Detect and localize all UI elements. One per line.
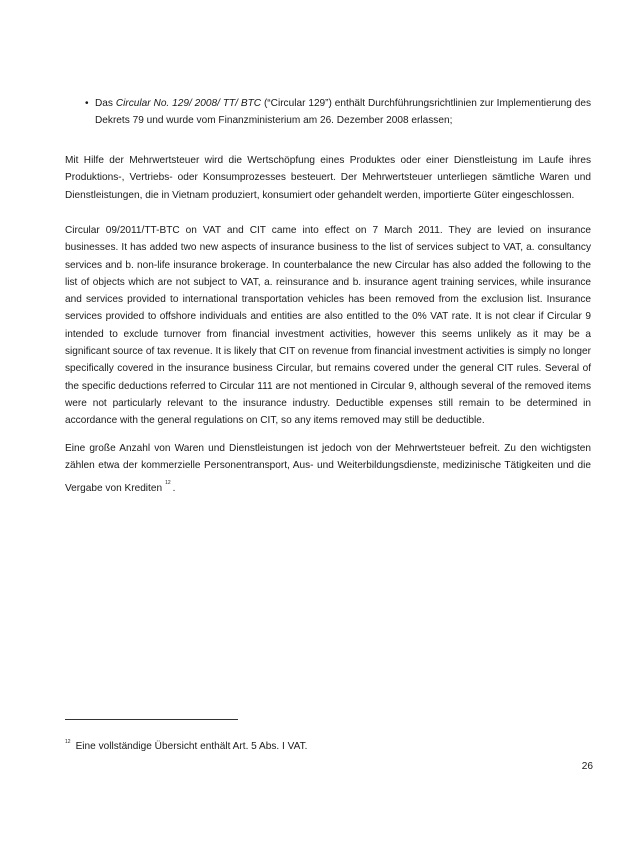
bullet-item-circular-129: [85, 95, 591, 130]
exemptions-text: Eine große Anzahl von Waren und Dienstleistungen ist jedoch von der Mehrwertsteuer befreit. Zu den wichtigsten zählen etwa der kommerzielle Personentransport, Aus- und Weiterbildungsdienste, medizinische Tätigkeiten und die Vergabe von Krediten: [65, 443, 591, 494]
paragraph-circular-09: Circular 09/2011/TT-BTC on VAT and CIT came into effect on 7 March 2011. They are levied on insurance businesses. It has added two new aspects of insurance business to the list of services subject to VAT, a. consultancy services and b. non-life insurance brokerage. In counterbalance the new Circular has also added the following to the list of objects which are not subject to VAT, a. reinsurance and b. insurance agent training services, while insurance and services provided to international transportation vehicles has been removed from the exclusion list. Insurance services provided to offshore individuals and entities are also entitled to the 0% VAT rate. It is not clear if Circular 9 intended to exclude turnover from financial investment activities, however this seems unlikely as it may be a significant source of tax revenue. It is likely that CIT on revenue from financial investment activities is simply no longer specifically covered in the insurance business Circular, but remains covered under the general CIT rules. Several of the specific deductions referred to Circular 111 are not mentioned in Circular 9, although several of the removed items were not particularly relevant to the insurance industry. Deductible expenses still remain to be determined in accordance with the general regulations on CIT, so any items removed may still be deductible.: [65, 225, 591, 427]
paragraph-vat-intro: Mit Hilfe der Mehrwertsteuer wird die Wertschöpfung eines Produktes oder einer Dienstleistung im Laufe ihres Produktions-, Vertriebs- oder Konsumprozesses besteuert. Der Mehrwertsteuer unterliegen sämtliche Waren und Dienstleistungen, die in Vietnam produziert, konsumiert oder gehandelt werden, importierte Güter eingeschlossen.: [65, 155, 591, 201]
exemptions-end: .: [172, 482, 176, 494]
bullet-dot: •: [85, 98, 89, 109]
footnote-separator: [65, 719, 238, 720]
footnote-reference: 12: [165, 479, 171, 486]
bullet-lead: Das: [95, 98, 116, 109]
bullet-reference: Circular No. 129/ 2008/ TT/ BTC: [115, 98, 262, 109]
footnote: [65, 735, 591, 754]
footnote-text: Eine vollständige Übersicht enthält Art. 5 Abs. I VAT.: [75, 741, 308, 752]
footnote-mark: 12: [65, 739, 71, 745]
page-number: 26: [581, 761, 593, 772]
paragraph-exemptions: [65, 440, 591, 497]
bullet-rest: (“Circular 129”) enthält Durchführungsrichtlinien zur Implementierung des Dekrets 79 und wurde vom Finanzministerium am 26. Dezember 2008 erlassen;: [95, 98, 591, 127]
